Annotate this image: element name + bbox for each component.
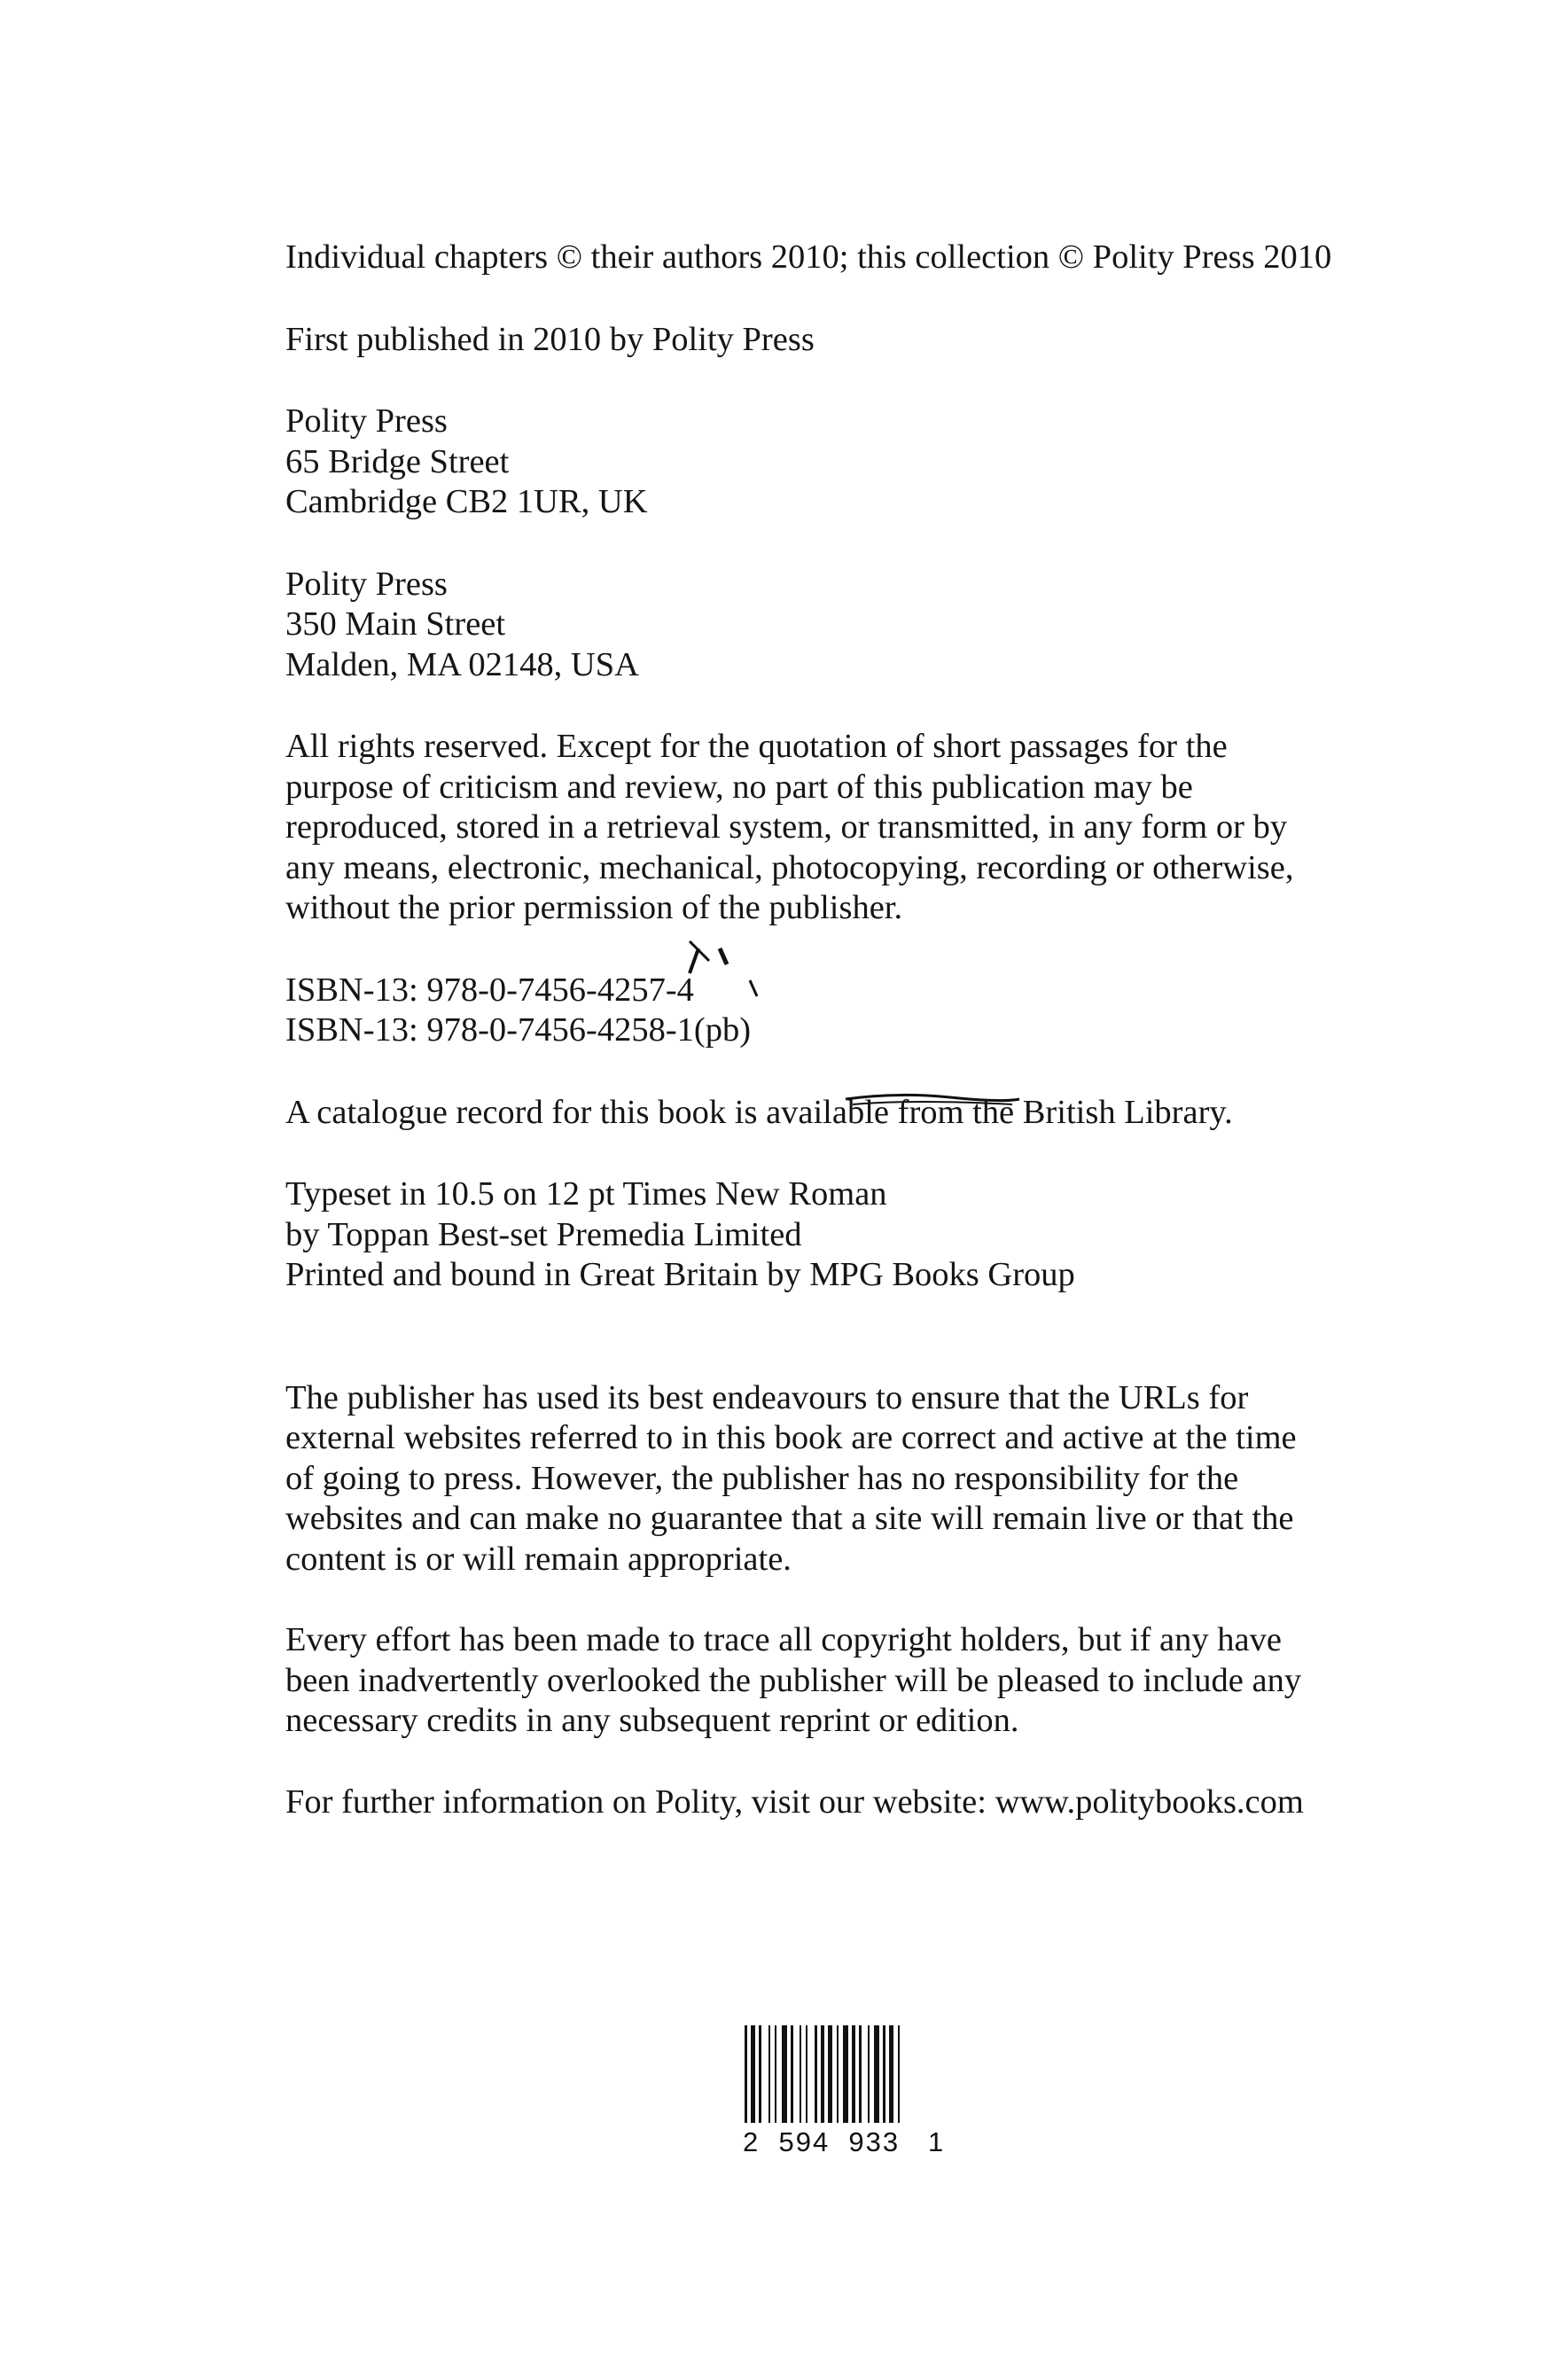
rights-line: without the prior permission of the publisher. [285,889,903,926]
barcode-bar [759,2025,761,2123]
barcode-bar [751,2025,755,2123]
address-usa-name: Polity Press [285,565,448,603]
rights-paragraph [285,727,1455,929]
pen-mark-icon [674,922,771,1019]
barcode-bar [815,2025,817,2123]
barcode-bar [883,2025,885,2123]
effort-line: necessary credits in any subsequent reprint or edition. [285,1702,1019,1739]
barcode-bar [852,2025,855,2123]
barcode-bar [874,2025,879,2123]
isbn-paperback: ISBN-13: 978-0-7456-4258-1(pb) [285,1011,752,1049]
address-usa-street: 350 Main Street [285,605,506,643]
address-uk-name: Polity Press [285,402,448,440]
disclaimer-line: external websites referred to in this book are correct and active at the time [285,1419,1297,1456]
barcode-bar [868,2025,870,2123]
barcode-bar [821,2025,824,2123]
barcode-bar [745,2025,747,2123]
rights-line: All rights reserved. Except for the quotation of short passages for the [285,728,1228,765]
rights-line: purpose of criticism and review, no part of this publication may be [285,768,1193,806]
disclaimer-line: content is or will remain appropriate. [285,1540,792,1578]
barcode-bar [768,2025,770,2123]
address-uk-street: 65 Bridge Street [285,442,510,480]
rights-line: any means, electronic, mechanical, photocopying, recording or otherwise, [285,848,1294,886]
barcode-bar [843,2025,848,2123]
isbn-block [285,971,1455,1051]
copyright-text-block [285,238,1455,1822]
barcode-bar [889,2025,893,2123]
barcode-bar [806,2025,807,2123]
scribble-mark-icon [844,1088,1021,1124]
barcode-bar [782,2025,787,2123]
barcode [743,2025,961,2158]
barcode-bar [859,2025,862,2123]
address-usa-city: Malden, MA 02148, USA [285,645,639,683]
catalogue-record: A catalogue record for this book is available from the British Library. [285,1093,1233,1131]
disclaimer-line: of going to press. However, the publisher has no responsibility for the [285,1459,1239,1497]
barcode-bar [791,2025,793,2123]
barcode-bar [775,2025,776,2123]
printer-line: Printed and bound in Great Britain by MPG Books Group [285,1256,1075,1293]
url-disclaimer [285,1378,1455,1580]
copyright-holders-note [285,1620,1455,1742]
barcode-bar [837,2025,839,2123]
production-block [285,1174,1455,1296]
copyright-line: Individual chapters © their authors 2010; this collection © Polity Press 2010 [285,238,1332,276]
barcode-bar [800,2025,801,2123]
website-line: For further information on Polity, visit our website: www.politybooks.com [285,1782,1304,1821]
disclaimer-line: websites and can make no guarantee that a site will remain live or that the [285,1500,1294,1537]
address-uk [285,402,1455,523]
address-usa [285,565,1455,686]
effort-line: been inadvertently overlooked the publisher will be pleased to include any [285,1661,1302,1699]
disclaimer-line: The publisher has used its best endeavours to ensure that the URLs for [285,1378,1249,1416]
address-uk-city: Cambridge CB2 1UR, UK [285,483,648,520]
effort-line: Every effort has been made to trace all copyright holders, but if any have [285,1621,1282,1658]
barcode-number: 2 594 933 1 [743,2126,946,2157]
typesetter-line: by Toppan Best-set Premedia Limited [285,1215,802,1253]
typeset-line: Typeset in 10.5 on 12 pt Times New Roman [285,1175,887,1213]
barcode-bars [743,2025,961,2123]
barcode-bar [898,2025,900,2123]
barcode-bar [828,2025,832,2123]
rights-line: reproduced, stored in a retrieval system, or transmitted, in any form or by [285,808,1288,846]
isbn-hardback: ISBN-13: 978-0-7456-4257-4 [285,971,694,1009]
first-published-line: First published in 2010 by Polity Press [285,320,815,358]
